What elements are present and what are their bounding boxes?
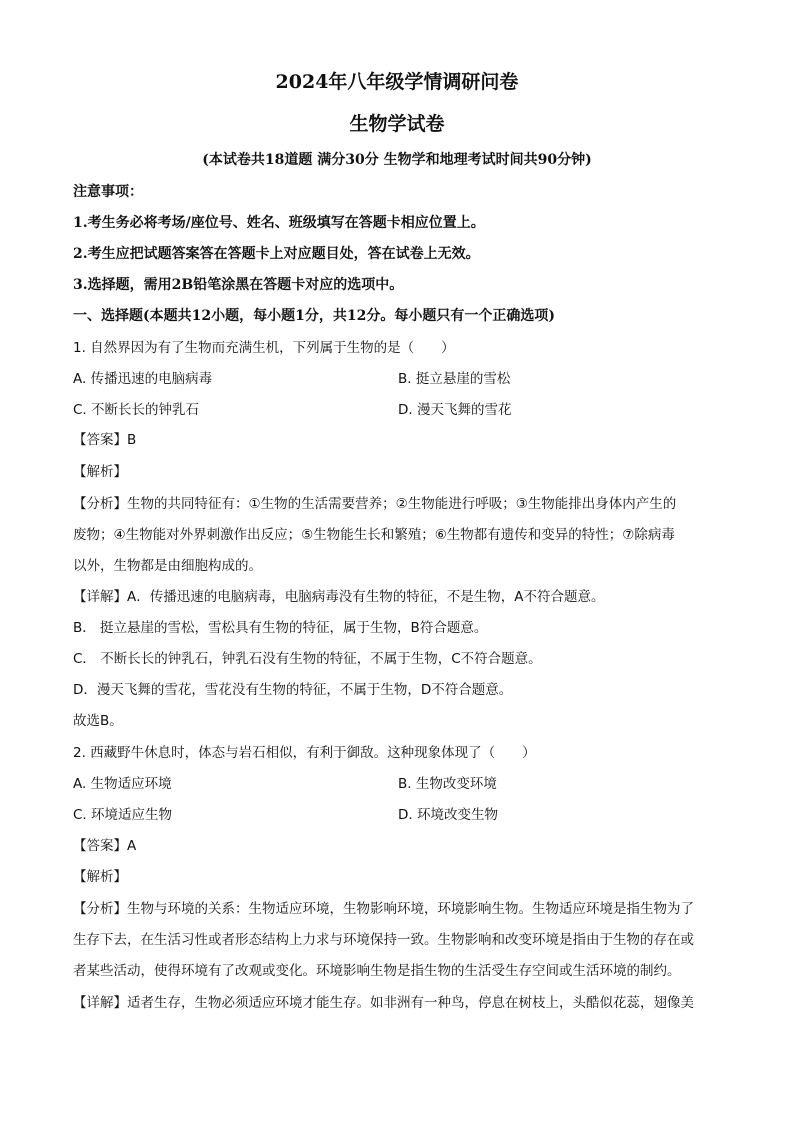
analysis-text: 生存下去，在生活习性或者形态结构上力求与环境保持一致。生物影响和改变环境是指由于生物的存在或 (73, 932, 694, 948)
question-stem: 2. 西藏野牛休息时，体态与岩石相似，有利于御敌。这种现象体现了（ ） (73, 745, 536, 761)
notice-item: 1.考生务必将考场/座位号、姓名、班级填写在答题卡相应位置上。 (73, 215, 485, 231)
analysis-label: 【解析】 (73, 464, 127, 480)
question-stem: 1. 自然界因为有了生物而充满生机，下列属于生物的是（ ） (73, 340, 455, 356)
analysis-text: 【分析】生物与环境的关系：生物适应环境，生物影响环境，环境影响生物。生物适应环境是指生物为了 (73, 901, 694, 917)
exam-subtitle: 生物学试卷 (349, 113, 445, 135)
option-c: C. 环境适应生物 (73, 807, 173, 823)
exam-note: (本试卷共18道题 满分30分 生物学和地理考试时间共90分钟) (202, 152, 592, 168)
detail-text: 故选B。 (73, 713, 123, 729)
detail-text: B． 挺立悬崖的雪松，雪松具有生物的特征，属于生物，B符合题意。 (73, 620, 488, 636)
detail-text: C． 不断长长的钟乳石，钟乳石没有生物的特征，不属于生物，C不符合题意。 (73, 651, 542, 667)
option-a: A. 生物适应环境 (73, 776, 172, 792)
option-b: B. 挺立悬崖的雪松 (398, 371, 511, 387)
exam-title: 2024年八年级学情调研问卷 (275, 71, 519, 93)
option-d: D. 漫天飞舞的雪花 (398, 402, 512, 418)
section-heading: 一、选择题(本题共12小题，每小题1分，共12分。每小题只有一个正确选项) (73, 308, 555, 324)
detail-text: 【详解】A．传播迅速的电脑病毒，电脑病毒没有生物的特征，不是生物，A不符合题意。 (73, 589, 605, 605)
analysis-text: 【分析】生物的共同特征有：①生物的生活需要营养；②生物能进行呼吸；③生物能排出身体内产生的 (73, 496, 677, 512)
notice-item: 3.选择题，需用2B铅笔涂黑在答题卡对应的选项中。 (73, 277, 404, 293)
answer-label: 【答案】A (73, 838, 137, 854)
detail-text: D．漫天飞舞的雪花，雪花没有生物的特征，不属于生物，D不符合题意。 (73, 682, 513, 698)
analysis-text: 以外，生物都是由细胞构成的。 (73, 558, 262, 574)
detail-text: 【详解】适者生存，生物必须适应环境才能生存。如非洲有一种鸟，停息在树枝上，头酷似花蕊，翅像美 (73, 995, 694, 1011)
analysis-text: 者某些活动，使得环境有了改观或变化。环境影响生物是指生物的生活受生存空间或生活环境的制约。 (73, 963, 681, 979)
analysis-text: 废物；④生物能对外界刺激作出反应；⑤生物能生长和繁殖；⑥生物都有遗传和变异的特性；⑦除病毒 (73, 527, 675, 543)
option-d: D. 环境改变生物 (398, 807, 498, 823)
analysis-label: 【解析】 (73, 869, 127, 885)
notice-heading: 注意事项： (73, 184, 143, 200)
answer-label: 【答案】B (73, 432, 137, 448)
option-c: C. 不断长长的钟乳石 (73, 402, 200, 418)
option-a: A. 传播迅速的电脑病毒 (73, 371, 213, 387)
notice-item: 2.考生应把试题答案答在答题卡上对应题目处，答在试卷上无效。 (73, 246, 480, 262)
option-b: B. 生物改变环境 (398, 776, 497, 792)
